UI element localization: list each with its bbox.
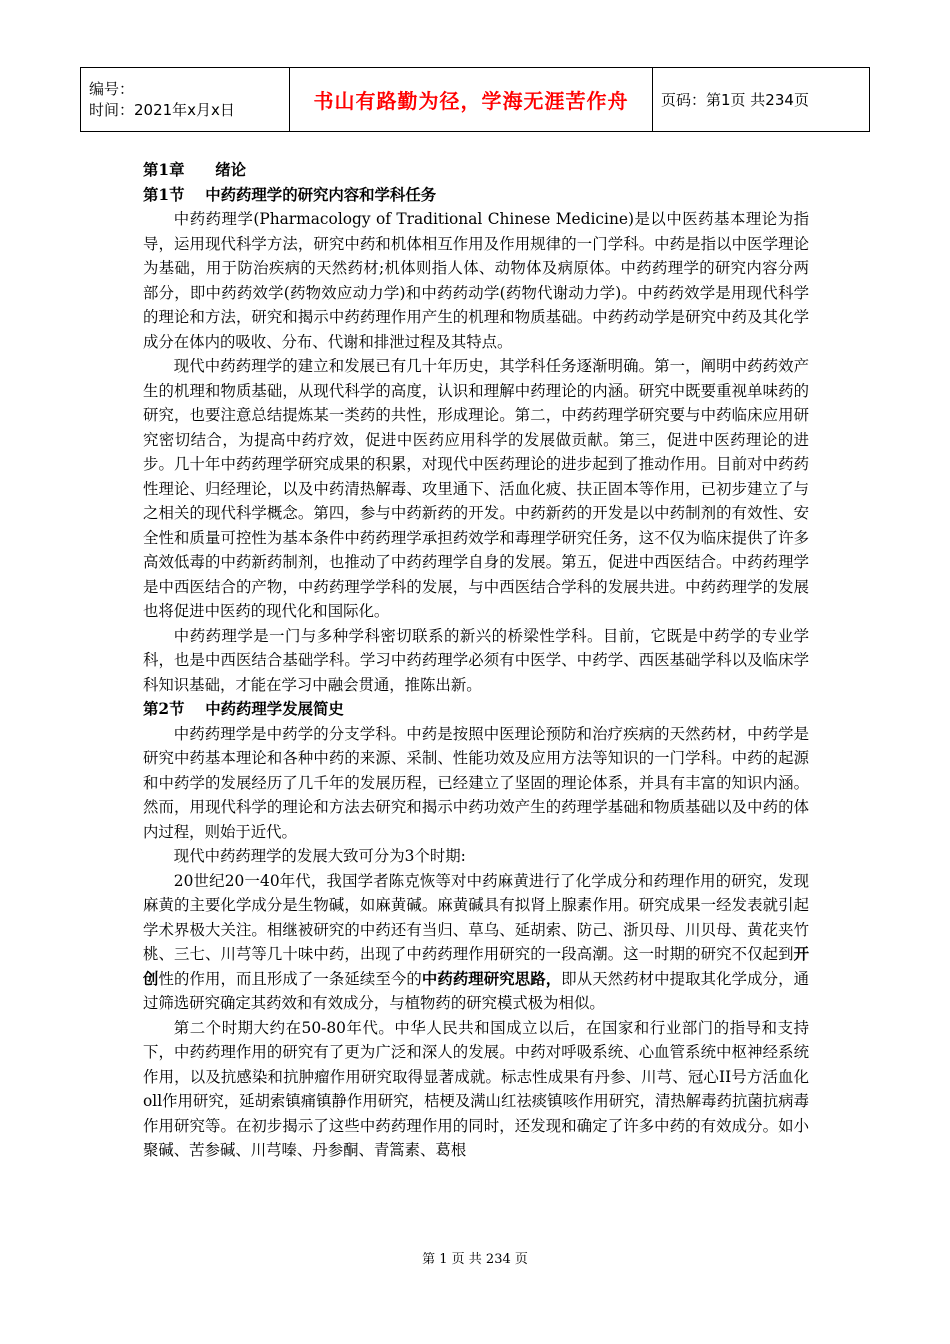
header-motto: 书山有路勤为径，学海无涯苦作舟 xyxy=(290,68,653,132)
text-run: 即从天然药材中提取其化学成分，通过筛选研究确定其药效和有效成分，与植物药的研究模式极为相似。 xyxy=(143,969,809,1012)
section-title-1: 第1节 中药药理学的研究内容和学科任务 xyxy=(143,185,437,204)
paragraph: 现代中药药理学的发展大致可分为3个时期: xyxy=(173,847,466,865)
emphasis-text: 中药药理研究思路， xyxy=(421,969,562,988)
document-body xyxy=(143,158,809,1163)
emphasis-text: 开创 xyxy=(143,945,809,988)
paragraph-period-1 xyxy=(143,869,809,1016)
page-footer: 第 1 页 共 234 页 xyxy=(422,1252,528,1267)
text-run: 20世纪20一40年代，我国学者陈克恢等对中药麻黄进行了化学成分和药理作用的研究，发现麻黄的主要化学成分是生物碱，如麻黄碱。麻黄碱具有拟肾上腺素作用。研究成果一经发表就引起学术界极大关注。相继被研究的中药还有当归、草乌、延胡索、防己、浙贝母、川贝母、黄花夹竹桃、三七、川芎等几十味中药，出现了中药药理作用研究的一段高潮。这一时期的研究不仅起到 xyxy=(143,871,809,963)
paragraph: 中药药理学是中药学的分支学科。中药是按照中医理论预防和治疗疾病的天然药材，中药学是研究中药基本理论和各种中药的来源、采制、性能功效及应用方法等知识的一门学科。中药的起源和中药学的发展经历了几千年的发展历程，已经建立了坚固的理论体系，并具有丰富的知识内涵。然而，用现代科学的理论和方法去研究和揭示中药功效产生的药理学基础和物质基础以及中药的体内过程，则始于近代。 xyxy=(143,724,809,841)
header-page-info: 页码：第1页 共234页 xyxy=(653,68,870,132)
header-meta xyxy=(81,68,290,132)
header-table xyxy=(80,67,870,132)
paragraph: 中药药理学是一门与多种学科密切联系的新兴的桥梁性学科。目前，它既是中药学的专业学科，也是中西医结合基础学科。学习中药药理学必须有中医学、中药学、西医基础学科以及临床学科知识基础，才能在学习中融会贯通，推陈出新。 xyxy=(143,626,809,694)
text-run: 性的作用，而且形成了一条延续至今的 xyxy=(158,969,422,988)
document-date: 时间：2021年x月x日 xyxy=(89,100,235,119)
chapter-title: 第1章 绪论 xyxy=(143,161,247,179)
paragraph: 中药药理学(Pharmacology of Traditional Chinese Medicine)是以中医药基本理论为指导，运用现代科学方法，研究中药和机体相互作用及作用规律的一门学科。中药是指以中医学理论为基础，用于防治疾病的天然药材;机体则指人体、动物体及病原体。中药药理学的研究内容分两部分，即中药药效学(药物效应动力学)和中药药动学(药物代谢动力学)。中药药效学是用现代科学的理论和方法，研究和揭示中药药理作用产生的机理和物质基础。中药药动学是研究中药及其化学成分在体内的吸收、分布、代谢和排泄过程及其特点。 xyxy=(143,210,809,351)
document-number-label: 编号： xyxy=(89,79,135,98)
paragraph-period-2: 第二个时期大约在50-80年代。中华人民共和国成立以后，在国家和行业部门的指导和支持下，中药药理作用的研究有了更为广泛和深人的发展。中药对呼吸系统、心血管系统中枢神经系统作用，以及抗感染和抗肿瘤作用研究取得显著成就。标志性成果有丹参、川芎、冠心II号方活血化oll作用研究，延胡索镇痛镇静作用研究，桔梗及满山红祛痰镇咳作用研究，清热解毒药抗菌抗病毒作用研究等。在初步揭示了这些中药药理作用的同时，还发现和确定了许多中药的有效成分。如小聚碱、苦参碱、川芎嗪、丹参酮、青篙素、葛根 xyxy=(143,1018,809,1159)
section-title-2: 第2节 中药药理学发展简史 xyxy=(143,700,344,718)
paragraph: 现代中药药理学的建立和发展已有几十年历史，其学科任务逐渐明确。第一，阐明中药药效产生的机理和物质基础，从现代科学的高度，认识和理解中药理论的内涵。研究中既要重视单味药的研究，也要注意总结提炼某一类药的共性，形成理论。第二，中药药理学研究要与中药临床应用研究密切结合，为提高中药疗效，促进中医药应用科学的发展做贡献。第三，促进中医药理论的进步。几十年中药药理学研究成果的积累，对现代中医药理论的进步起到了推动作用。目前对中药药性理论、归经理论，以及中药清热解毒、攻里通下、活血化疲、扶正固本等作用，已初步建立了与之相关的现代科学概念。第四，参与中药新药的开发。中药新药的开发是以中药制剂的有效性、安全性和质量可控性为基本条件中药药理学承担药效学和毒理学研究任务，这不仅为临床提供了许多高效低毒的中药新药制剂，也推动了中药药理学自身的发展。第五，促进中西医结合。中药药理学是中西医结合的产物，中药药理学学科的发展，与中西医结合学科的发展共进。中药药理学的发展也将促进中医药的现代化和国际化。 xyxy=(143,357,809,620)
